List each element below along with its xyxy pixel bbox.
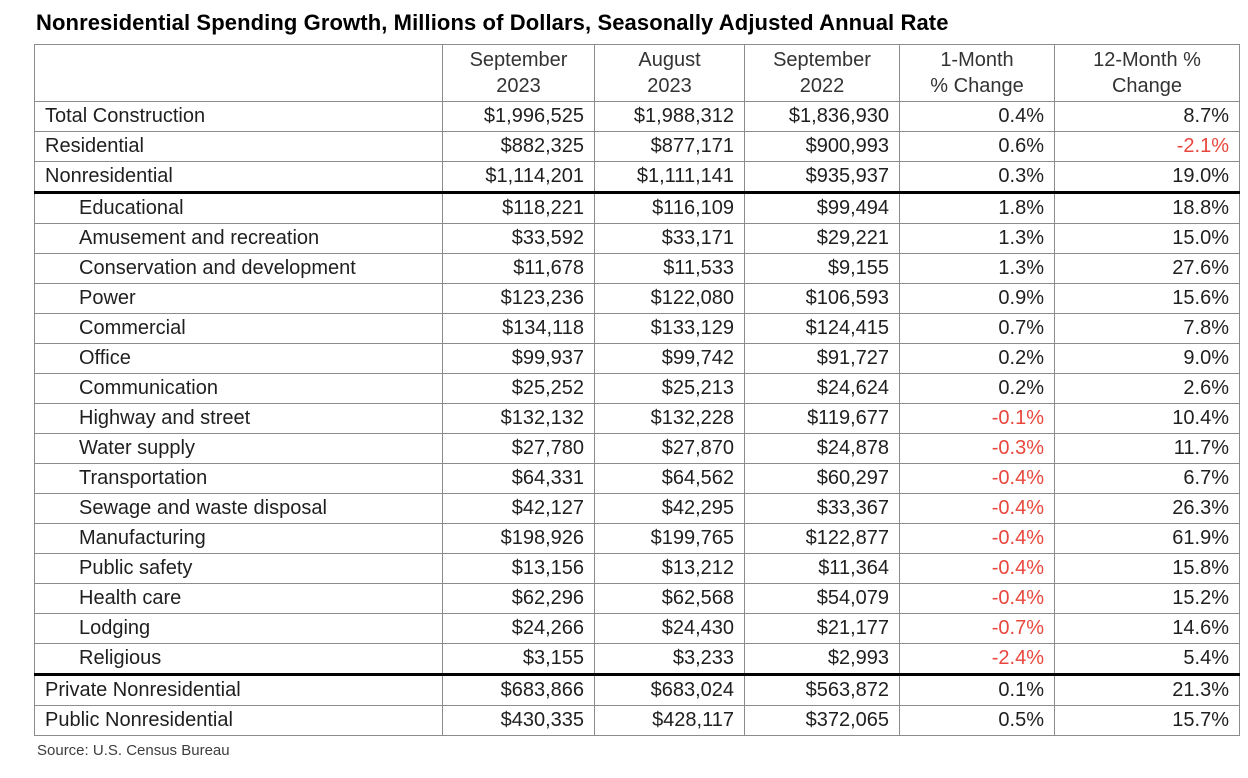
cell-value: $62,568 <box>595 584 745 614</box>
cell-value: $9,155 <box>745 254 900 284</box>
table-row <box>35 132 1240 162</box>
table-row <box>35 434 1240 464</box>
row-label: Commercial <box>35 314 443 344</box>
cell-value: $122,080 <box>595 284 745 314</box>
table-row <box>35 706 1240 736</box>
column-header <box>1055 45 1240 102</box>
table-row <box>35 193 1240 224</box>
cell-value: 26.3% <box>1055 494 1240 524</box>
column-header-line: % Change <box>930 75 1024 97</box>
table-row <box>35 344 1240 374</box>
cell-value: $64,562 <box>595 464 745 494</box>
row-label: Highway and street <box>35 404 443 434</box>
cell-value: $29,221 <box>745 224 900 254</box>
cell-value: $11,364 <box>745 554 900 584</box>
cell-value: $11,678 <box>443 254 595 284</box>
cell-value: 5.4% <box>1055 644 1240 675</box>
column-header-line: September <box>773 49 871 71</box>
cell-value: $33,367 <box>745 494 900 524</box>
cell-value: -2.4% <box>900 644 1055 675</box>
cell-value: -0.4% <box>900 584 1055 614</box>
cell-value: $124,415 <box>745 314 900 344</box>
table-row <box>35 404 1240 434</box>
table-header-row <box>35 45 1240 102</box>
table-row <box>35 284 1240 314</box>
cell-value: $428,117 <box>595 706 745 736</box>
cell-value: $877,171 <box>595 132 745 162</box>
cell-value: $199,765 <box>595 524 745 554</box>
cell-value: $198,926 <box>443 524 595 554</box>
cell-value: $24,266 <box>443 614 595 644</box>
cell-value: 15.0% <box>1055 224 1240 254</box>
table-row <box>35 314 1240 344</box>
cell-value: 0.3% <box>900 162 1055 193</box>
cell-value: $882,325 <box>443 132 595 162</box>
cell-value: $13,212 <box>595 554 745 584</box>
cell-value: $683,024 <box>595 675 745 706</box>
cell-value: -0.4% <box>900 554 1055 584</box>
cell-value: 14.6% <box>1055 614 1240 644</box>
row-label: Nonresidential <box>35 162 443 193</box>
cell-value: $33,171 <box>595 224 745 254</box>
cell-value: $27,870 <box>595 434 745 464</box>
cell-value: $25,213 <box>595 374 745 404</box>
cell-value: $133,129 <box>595 314 745 344</box>
cell-value: -0.1% <box>900 404 1055 434</box>
cell-value: $118,221 <box>443 193 595 224</box>
cell-value: $430,335 <box>443 706 595 736</box>
column-header-line: 1-Month <box>940 49 1014 71</box>
cell-value: $935,937 <box>745 162 900 193</box>
cell-value: $24,878 <box>745 434 900 464</box>
cell-value: $2,993 <box>745 644 900 675</box>
cell-value: 0.9% <box>900 284 1055 314</box>
cell-value: 8.7% <box>1055 102 1240 132</box>
table-row <box>35 614 1240 644</box>
cell-value: 0.4% <box>900 102 1055 132</box>
cell-value: $1,836,930 <box>745 102 900 132</box>
row-label: Lodging <box>35 614 443 644</box>
row-label: Educational <box>35 193 443 224</box>
cell-value: $116,109 <box>595 193 745 224</box>
cell-value: 61.9% <box>1055 524 1240 554</box>
cell-value: 15.2% <box>1055 584 1240 614</box>
cell-value: $42,127 <box>443 494 595 524</box>
cell-value: 0.2% <box>900 344 1055 374</box>
cell-value: $563,872 <box>745 675 900 706</box>
cell-value: $132,132 <box>443 404 595 434</box>
cell-value: $24,430 <box>595 614 745 644</box>
row-label: Conservation and development <box>35 254 443 284</box>
cell-value: 10.4% <box>1055 404 1240 434</box>
cell-value: 15.7% <box>1055 706 1240 736</box>
cell-value: $3,233 <box>595 644 745 675</box>
row-label: Total Construction <box>35 102 443 132</box>
cell-value: 27.6% <box>1055 254 1240 284</box>
cell-value: $11,533 <box>595 254 745 284</box>
column-header-line: August <box>638 49 701 71</box>
table-row <box>35 524 1240 554</box>
cell-value: $27,780 <box>443 434 595 464</box>
column-header-line: 2022 <box>799 75 845 97</box>
row-label: Amusement and recreation <box>35 224 443 254</box>
table-row <box>35 554 1240 584</box>
cell-value: $42,295 <box>595 494 745 524</box>
cell-value: 7.8% <box>1055 314 1240 344</box>
cell-value: 6.7% <box>1055 464 1240 494</box>
table-row <box>35 494 1240 524</box>
column-header <box>443 45 595 102</box>
column-header-line: Change <box>1111 75 1183 97</box>
row-label: Sewage and waste disposal <box>35 494 443 524</box>
cell-value: $1,114,201 <box>443 162 595 193</box>
cell-value: 18.8% <box>1055 193 1240 224</box>
spending-table <box>34 44 1240 736</box>
cell-value: -0.7% <box>900 614 1055 644</box>
cell-value: 11.7% <box>1055 434 1240 464</box>
column-header <box>900 45 1055 102</box>
row-label: Health care <box>35 584 443 614</box>
cell-value: $134,118 <box>443 314 595 344</box>
table-row <box>35 675 1240 706</box>
cell-value: -0.4% <box>900 494 1055 524</box>
cell-value: 1.3% <box>900 254 1055 284</box>
column-header <box>35 45 443 102</box>
table-row <box>35 374 1240 404</box>
cell-value: $62,296 <box>443 584 595 614</box>
cell-value: $683,866 <box>443 675 595 706</box>
row-label: Transportation <box>35 464 443 494</box>
row-label: Manufacturing <box>35 524 443 554</box>
cell-value: 15.8% <box>1055 554 1240 584</box>
cell-value: $1,111,141 <box>595 162 745 193</box>
cell-value: $25,252 <box>443 374 595 404</box>
cell-value: $1,988,312 <box>595 102 745 132</box>
cell-value: -0.3% <box>900 434 1055 464</box>
table-body <box>35 102 1240 736</box>
cell-value: $99,742 <box>595 344 745 374</box>
cell-value: -2.1% <box>1055 132 1240 162</box>
cell-value: $132,228 <box>595 404 745 434</box>
cell-value: 21.3% <box>1055 675 1240 706</box>
row-label: Private Nonresidential <box>35 675 443 706</box>
cell-value: 0.6% <box>900 132 1055 162</box>
cell-value: $1,996,525 <box>443 102 595 132</box>
cell-value: 0.1% <box>900 675 1055 706</box>
table-row <box>35 464 1240 494</box>
cell-value: 0.5% <box>900 706 1055 736</box>
cell-value: 0.2% <box>900 374 1055 404</box>
cell-value: $64,331 <box>443 464 595 494</box>
cell-value: $60,297 <box>745 464 900 494</box>
cell-value: $91,727 <box>745 344 900 374</box>
source-note: Source: U.S. Census Bureau <box>37 742 230 759</box>
page-title: Nonresidential Spending Growth, Millions of Dollars, Seasonally Adjusted Annual Rate <box>36 10 949 35</box>
table-row <box>35 644 1240 675</box>
cell-value: $21,177 <box>745 614 900 644</box>
cell-value: $119,677 <box>745 404 900 434</box>
cell-value: $123,236 <box>443 284 595 314</box>
column-header-line: 2023 <box>496 75 541 97</box>
row-label: Office <box>35 344 443 374</box>
cell-value: 1.3% <box>900 224 1055 254</box>
column-header <box>745 45 900 102</box>
cell-value: $900,993 <box>745 132 900 162</box>
cell-value: 15.6% <box>1055 284 1240 314</box>
table-row <box>35 224 1240 254</box>
cell-value: -0.4% <box>900 464 1055 494</box>
cell-value: $24,624 <box>745 374 900 404</box>
cell-value: $33,592 <box>443 224 595 254</box>
cell-value: 19.0% <box>1055 162 1240 193</box>
row-label: Religious <box>35 644 443 675</box>
row-label: Public safety <box>35 554 443 584</box>
row-label: Power <box>35 284 443 314</box>
cell-value: $54,079 <box>745 584 900 614</box>
cell-value: $122,877 <box>745 524 900 554</box>
cell-value: $3,155 <box>443 644 595 675</box>
column-header <box>595 45 745 102</box>
cell-value: 9.0% <box>1055 344 1240 374</box>
cell-value: -0.4% <box>900 524 1055 554</box>
cell-value: 0.7% <box>900 314 1055 344</box>
table-row <box>35 584 1240 614</box>
cell-value: $99,494 <box>745 193 900 224</box>
cell-value: 1.8% <box>900 193 1055 224</box>
column-header-line: 2023 <box>647 75 692 97</box>
cell-value: 2.6% <box>1055 374 1240 404</box>
row-label: Communication <box>35 374 443 404</box>
column-header-line: September <box>469 49 568 71</box>
table-row <box>35 254 1240 284</box>
row-label: Public Nonresidential <box>35 706 443 736</box>
table-row <box>35 102 1240 132</box>
column-header-line: 12-Month % <box>1093 49 1201 71</box>
cell-value: $106,593 <box>745 284 900 314</box>
cell-value: $99,937 <box>443 344 595 374</box>
row-label: Residential <box>35 132 443 162</box>
cell-value: $372,065 <box>745 706 900 736</box>
cell-value: $13,156 <box>443 554 595 584</box>
table-row <box>35 162 1240 193</box>
row-label: Water supply <box>35 434 443 464</box>
